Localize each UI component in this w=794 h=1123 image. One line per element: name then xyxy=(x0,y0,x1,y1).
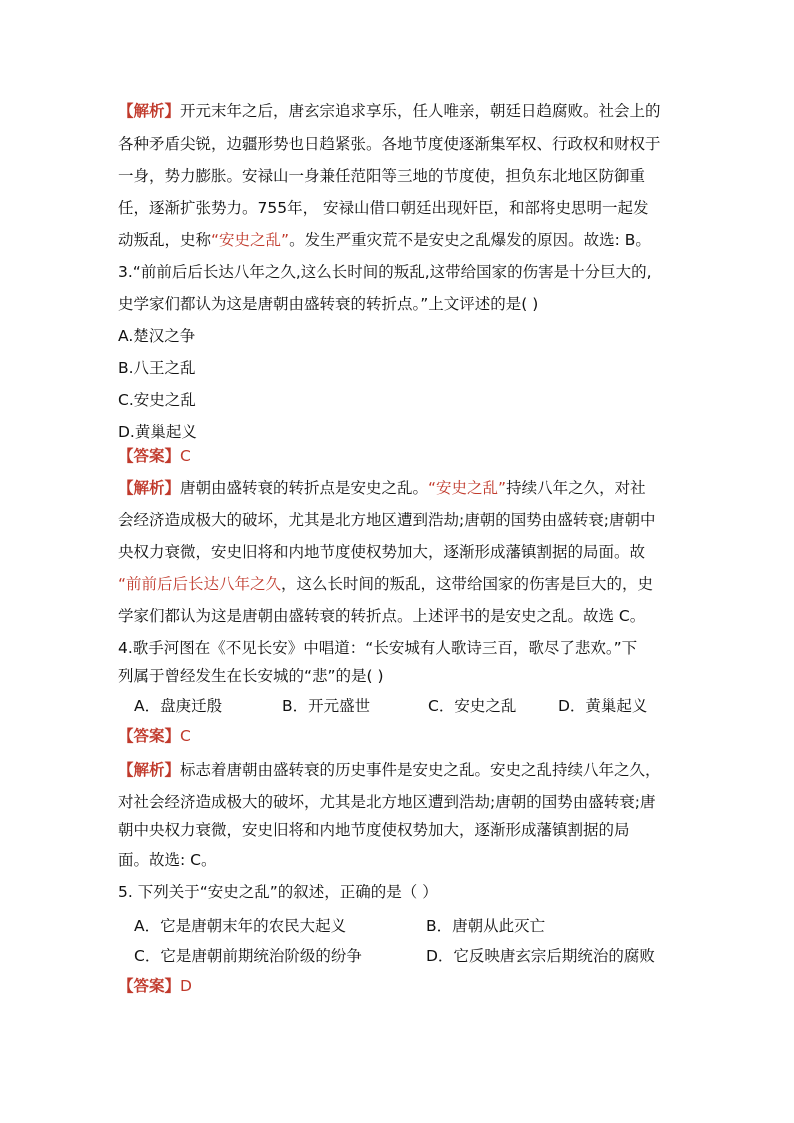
answer-line xyxy=(118,974,192,998)
text-segment: 持续八年之久，对社 xyxy=(506,479,646,497)
text-line: 一身，势力膨胀。安禄山一身兼任范阳等三地的节度使，担负东北地区防御重 xyxy=(118,167,646,185)
option-a: A．它是唐朝末年的农民大起义 xyxy=(134,917,347,935)
answer-line xyxy=(118,444,191,468)
text-segment: 唐朝由盛转衰的转折点是安史之乱。 xyxy=(180,479,429,497)
question-stem: 4.歌手河图在《不见长安》中唱道：“长安城有人歌诗三百，歌尽了悲欢。”下 xyxy=(118,639,638,657)
text-line: 各种矛盾尖锐，边疆形势也日趋紧张。各地节度使逐渐集军权、行政权和财权于 xyxy=(118,135,661,153)
highlight-text: “安史之乱” xyxy=(428,479,507,497)
analysis-paragraph xyxy=(118,99,661,123)
answer-value: C xyxy=(180,727,191,745)
option-d: D．它反映唐玄宗后期统治的腐败 xyxy=(426,947,655,965)
analysis-line xyxy=(118,476,646,500)
answer-value: C xyxy=(180,447,191,465)
text-line: 任，逐渐扩张势力。755年， 安禄山借口朝廷出现奸臣，和部将史思明一起发 xyxy=(118,199,649,217)
answer-line xyxy=(118,724,191,748)
text-line: 面。故选: C。 xyxy=(118,851,217,869)
text-line xyxy=(118,572,653,596)
option-b: B.八王之乱 xyxy=(118,359,196,377)
option-a: A.楚汉之争 xyxy=(118,327,196,345)
text-line: 开元末年之后，唐玄宗追求享乐，任人唯亲，朝廷日趋腐败。社会上的 xyxy=(180,102,661,120)
analysis-line xyxy=(118,758,661,782)
question-stem: 列属于曾经发生在长安城的“悲”的是( ) xyxy=(118,667,384,685)
answer-tag: 【答案】 xyxy=(118,977,181,995)
text-line xyxy=(118,228,651,252)
text-line: 会经济造成极大的破坏，尤其是北方地区遭到浩劫;唐朝的国势由盛转衰;唐朝中 xyxy=(118,511,656,529)
analysis-tag: 【解析】 xyxy=(118,761,181,779)
text-line: 央权力衰微，安史旧将和内地节度使权势加大，逐渐形成藩镇割据的局面。故 xyxy=(118,543,646,561)
option-c: C．安史之乱 xyxy=(428,697,517,715)
option-d: D．黄巢起义 xyxy=(558,697,648,715)
option-a: A．盘庚迁殷 xyxy=(134,697,223,715)
text-segment: ，这么长时间的叛乱，这带给国家的伤害是巨大的，史 xyxy=(281,575,654,593)
text-segment: 标志着唐朝由盛转衰的历史事件是安史之乱。安史之乱持续八年之久， xyxy=(180,761,661,779)
option-c: C.安史之乱 xyxy=(118,391,196,409)
highlight-text: “前前后后长达八年之久 xyxy=(118,575,282,593)
text-line: 朝中央权力衰微，安史旧将和内地节度使权势加大，逐渐形成藩镇割据的局 xyxy=(118,821,630,839)
question-stem: 3.“前前后后长达八年之久,这么长时间的叛乱,这带给国家的伤害是十分巨大的, xyxy=(118,263,652,281)
analysis-tag: 【解析】 xyxy=(118,479,181,497)
question-stem: 史学家们都认为这是唐朝由盛转衰的转折点。”上文评述的是( ) xyxy=(118,295,539,313)
option-b: B．唐朝从此灭亡 xyxy=(426,917,546,935)
text-segment: 动叛乱，史称 xyxy=(118,231,212,249)
text-line: 学家们都认为这是唐朝由盛转衰的转折点。上述评书的是安史之乱。故选 C。 xyxy=(118,607,646,625)
text-line: 对社会经济造成极大的破坏，尤其是北方地区遭到浩劫;唐朝的国势由盛转衰;唐 xyxy=(118,793,656,811)
highlight-text: “安史之乱” xyxy=(211,231,290,249)
answer-tag: 【答案】 xyxy=(118,447,181,465)
option-b: B．开元盛世 xyxy=(282,697,371,715)
option-c: C．它是唐朝前期统治阶级的纷争 xyxy=(134,947,362,965)
analysis-tag: 【解析】 xyxy=(118,102,181,120)
question-stem: 5. 下列关于“安史之乱”的叙述，正确的是（ ） xyxy=(118,883,438,901)
answer-tag: 【答案】 xyxy=(118,727,181,745)
text-segment: 。发生严重灾荒不是安史之乱爆发的原因。故选: B。 xyxy=(289,231,651,249)
option-d: D.黄巢起义 xyxy=(118,423,197,441)
answer-value: D xyxy=(180,977,192,995)
